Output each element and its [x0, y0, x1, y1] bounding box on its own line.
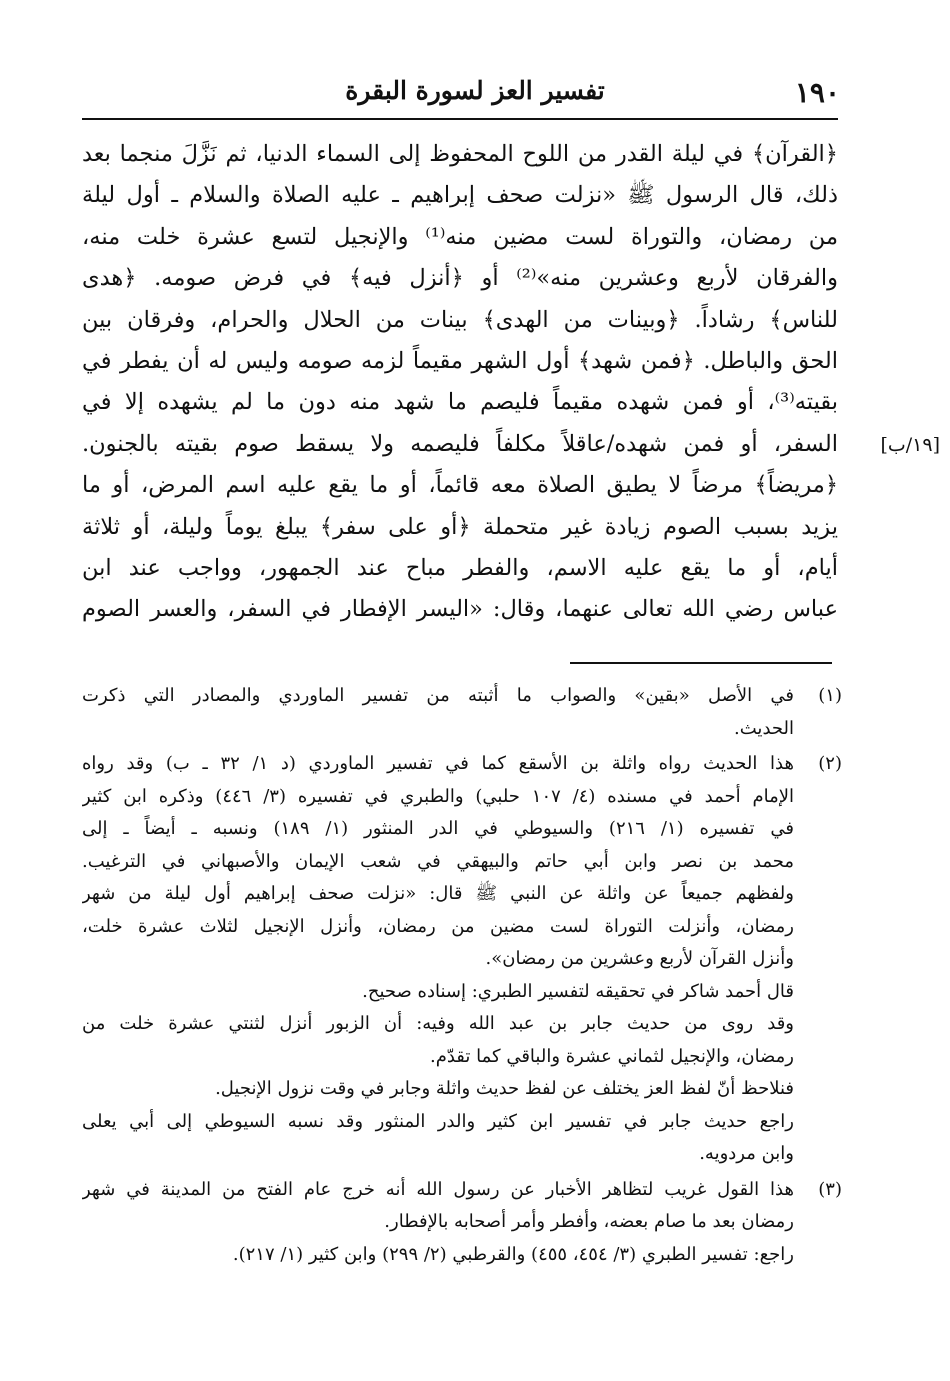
footnote-2 — [82, 748, 842, 1171]
main-line-10: يزيد بسبب الصوم زيادة غير متحملة ﴿أو على سفر﴾ يبلغ يوماً وليلة، أو ثلاثة — [82, 513, 838, 540]
footnote-number: (٣) — [818, 1178, 842, 1200]
main-line-8: السفر، أو فمن شهده/عاقلاً مكلفاً فليصمه ولا يسقط صوم بقيته بالجنون. — [82, 430, 838, 457]
footnote-line: هذا القول غريب لتظاهر الأخبار عن رسول الله أنه خرج عام الفتح من المدينة في شهر — [82, 1178, 794, 1200]
running-title: تفسير العز لسورة البقرة — [345, 76, 605, 105]
footnote-3 — [82, 1174, 842, 1272]
main-line-7: بقيته⁽³⁾، أو فمن شهده مقيماً فليصم ما شهد منه دون ما لم يشهده إلا في — [82, 389, 838, 416]
footnote-line: الإمام أحمد في مسنده (٤/ ١٠٧ حلبي) والطبري في تفسيره (٣/ ٤٤٦) وذكره ابن كثير — [82, 785, 794, 807]
footnote-line: محمد بن نصر وابن أبي حاتم والبيهقي في شعب الإيمان والأصبهاني في الترغيب. — [82, 850, 794, 872]
footnote-line: وقد روى من حديث جابر بن عبد الله وفيه: أن الزبور أنزل لثنتي عشرة خلت من — [82, 1013, 794, 1034]
footnote-line: فنلاحظ أنّ لفظ العز يختلف عن لفظ حديث واثلة وجابر في وقت نزول الإنجيل. — [215, 1078, 794, 1099]
header-rule — [82, 118, 838, 120]
footnotes — [82, 680, 842, 1274]
footnote-line: رمضان، والإنجيل لثماني عشرة والباقي كما تقدّم. — [429, 1045, 794, 1067]
footnote-line: راجع: تفسير الطبري (٣/ ٤٥٤، ٤٥٥) والقرطبي (٢/ ٢٩٩) وابن كثير (١/ ٢١٧). — [232, 1243, 794, 1265]
page-number: ١٩٠ — [794, 76, 840, 109]
footnote-rule — [570, 662, 832, 664]
main-line-9: ﴿مريضاً﴾ مرضاً لا يطيق الصلاة معه قائماً، أو ما يقع عليه اسم المرض، أو ما — [82, 472, 838, 499]
main-line-4: والفرقان لأربع وعشرين منه»⁽²⁾ أو ﴿أنزل فيه﴾ في فرض صومه. ﴿هدى — [82, 265, 838, 292]
margin-folio-note: [١٩/ب] — [880, 434, 940, 456]
main-line-3: من رمضان، والتوراة لست مضين منه⁽¹⁾ والإنجيل لتسع عشرة خلت منه، — [82, 223, 838, 250]
main-line-5: للناس﴾ رشاداً. ﴿وبينات من الهدى﴾ بينات من الحلال والحرام، وفرقان بين — [82, 306, 838, 333]
footnote-line: راجع حديث جابر في تفسير ابن كثير والدر المنثور وقد نسبه السيوطي إلى أبي يعلى — [82, 1110, 794, 1132]
footnote-number: (٢) — [818, 753, 842, 774]
main-line-6: الحق والباطل. ﴿فمن شهد﴾ أول الشهر مقيماً لزمه صومه وليس له أن يفطر في — [82, 347, 838, 374]
footnote-line: رمضان، وأنزلت التوراة لست مضين من رمضان، وأنزل الإنجيل لثلاث عشرة خلت، — [82, 915, 794, 937]
footnote-line: وابن مردويه. — [699, 1143, 794, 1164]
footnote-1 — [82, 680, 842, 745]
footnote-line: في تفسيره (١/ ٢١٦) والسيوطي في الدر المنثور (١/ ١٨٩) ونسبه ـ أيضاً ـ إلى — [82, 818, 794, 839]
footnote-line: وأنزل القرآن لأربع وعشرين من رمضان». — [485, 948, 794, 969]
footnote-line: قال أحمد شاكر في تحقيقه لتفسير الطبري: إسناده صحيح. — [362, 980, 794, 1002]
main-line-2: ذلك، قال الرسول ﷺ «نزلت صحف إبراهيم ـ عليه الصلاة والسلام ـ أول ليلة — [82, 182, 838, 209]
footnote-line: ولفظهم جميعاً عن واثلة عن النبي ﷺ قال: «نزلت صحف إبراهيم أول ليلة من شهر — [82, 883, 794, 904]
main-line-11: أيام، أو ما يقع عليه الاسم، والفطر مباح عند الجمهور، وواجب عند ابن — [82, 554, 838, 581]
main-line-12: عباس رضي الله تعالى عنهما، وقال: «اليسر الإفطار في السفر، والعسر الصوم — [82, 596, 838, 623]
footnote-line: الحديث. — [734, 717, 794, 739]
footnote-line: في الأصل «بقين» والصواب ما أثبته من تفسير الماوردي والمصادر التي ذكرت — [82, 685, 794, 706]
footnote-line: هذا الحديث رواه واثلة بن الأسقع كما في تفسير الماوردي (د ١/ ٣٢ ـ ب) وقد رواه — [82, 753, 794, 774]
main-line-1: ﴿القرآن﴾ في ليلة القدر من اللوح المحفوظ إلى السماء الدنيا، ثم نَزَّلَ منجما بعد — [82, 141, 838, 167]
main-body — [82, 134, 838, 631]
footnote-number: (١) — [818, 685, 842, 706]
footnote-line: رمضان بعد ما صام بعضه، وأفطر وأمر أصحابه بالإفطار. — [384, 1211, 794, 1232]
